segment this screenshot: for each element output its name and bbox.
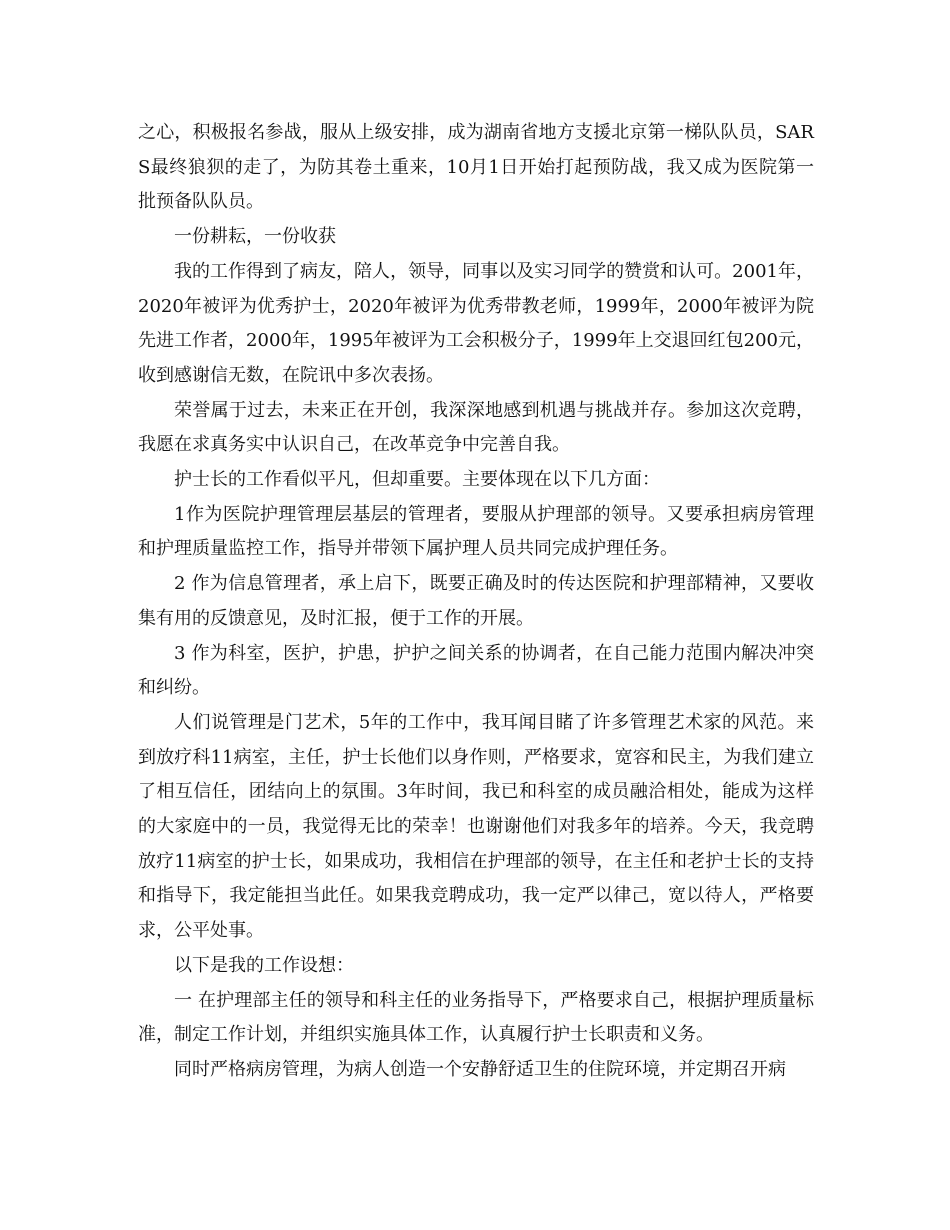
paragraph-2: 我的工作得到了病友，陪人，领导，同事以及实习同学的赞赏和认可。2001年，2020年被评为优秀护士，2020年被评为优秀带教老师，1999年，2000年被评为院先进工作者，2000年，1995年被评为工会积极分子，1999年上交退回红包200元，收到感谢信无数，在院讯中多次表扬。 [138, 260, 814, 386]
body-text [138, 116, 814, 1088]
paragraph-11: 同时严格病房管理，为病人创造一个安静舒适卫生的住院环境，并定期召开病 [174, 1058, 786, 1080]
paragraph-8: 人们说管理是门艺术，5年的工作中，我耳闻目睹了许多管理艺术家的风范。来到放疗科11病室，主任，护士长他们以身作则，严格要求，宽容和民主，为我们建立了相互信任，团结向上的氛围。3年时间，我已和科室的成员融洽相处，能成为这样的大家庭中的一员，我觉得无比的荣幸！也谢谢他们对我多年的培养。今天，我竞聘放疗11病室的护士长，如果成功，我相信在护理部的领导，在主任和老护士长的支持和指导下，我定能担当此任。如果我竞聘成功，我一定严以律己，宽以待人，严格要求，公平处事。 [138, 711, 814, 942]
paragraph-4: 护士长的工作看似平凡，但却重要。主要体现在以下几方面： [174, 469, 660, 491]
paragraph-5: 1作为医院护理管理层基层的管理者，要服从护理部的领导。又要承担病房管理和护理质量监控工作，指导并带领下属护理人员共同完成护理任务。 [138, 503, 814, 560]
paragraph-10: 一 在护理部主任的领导和科主任的业务指导下，严格要求自己，根据护理质量标准，制定工作计划，并组织实施具体工作，认真履行护士长职责和义务。 [138, 989, 814, 1046]
paragraph-1: 一份耕耘，一份收获 [174, 226, 336, 248]
paragraph-7: 3 作为科室，医护，护患，护护之间关系的协调者，在自己能力范围内解决冲突和纠纷。 [138, 642, 814, 699]
paragraph-9: 以下是我的工作设想： [174, 954, 354, 976]
paragraph-3: 荣誉属于过去，未来正在开创，我深深地感到机遇与挑战并存。参加这次竞聘，我愿在求真务实中认识自己，在改革竞争中完善自我。 [138, 399, 814, 456]
paragraph-6: 2 作为信息管理者，承上启下，既要正确及时的传达医院和护理部精神，又要收集有用的反馈意见，及时汇报，便于工作的开展。 [138, 573, 814, 629]
paragraph-0: 之心，积极报名参战，服从上级安排，成为湖南省地方支援北京第一梯队队员，SARS最终狼狈的走了，为防其卷土重来，10月1日开始打起预防战，我又成为医院第一批预备队队员。 [138, 122, 814, 213]
